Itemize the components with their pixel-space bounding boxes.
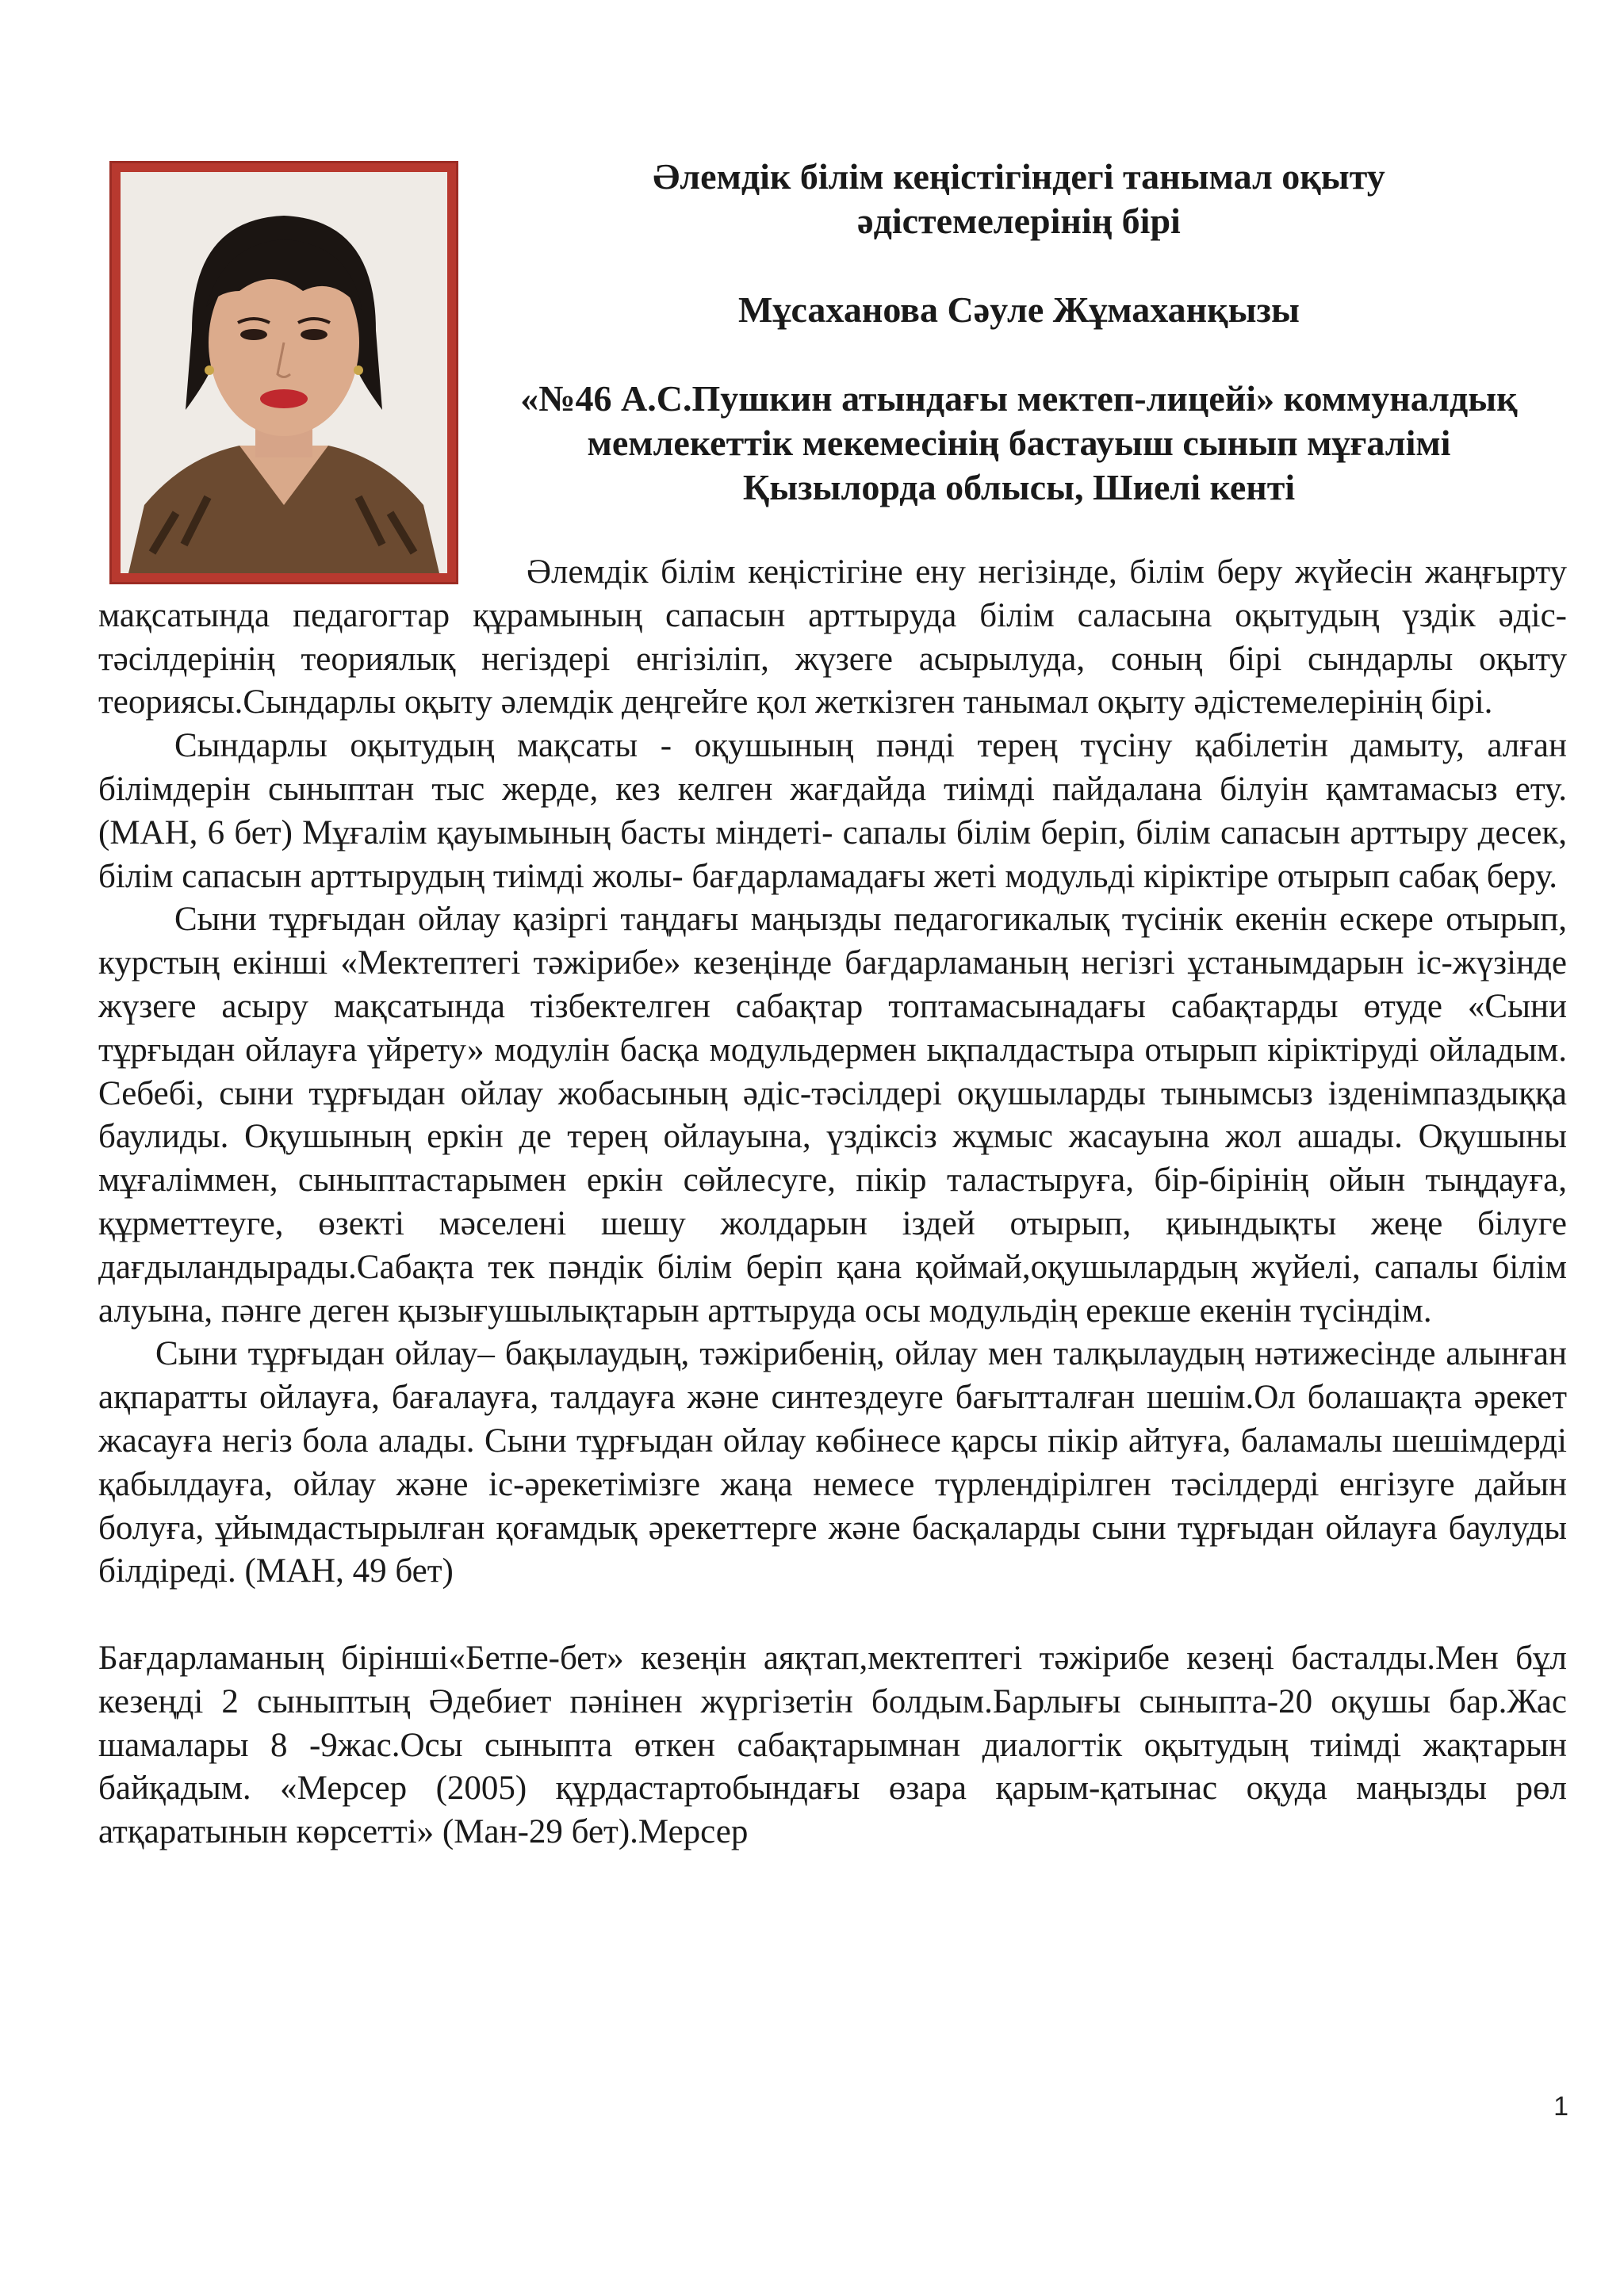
paragraph-4: Сыни тұрғыдан ойлау– бақылаудың, тәжірибенің, ойлау мен талқылаудың нәтижесінде алынған ақпаратты ойлауға, бағалауға, талдауға және синтездеуге бағытталған шешім.Ол болашақта әрекет жасауға негіз бола алады. Сыни тұрғыдан ойлау көбінесе қарсы пікір айтуға, баламалы шешімдерді қабылдауға, ойлау және іс-әрекетімізге жаңа немесе түрлендірілген тәсілдерді енгізуге дайын болуға, ұйымдастырылған қоғамдық әрекеттерге және басқаларды сыни тұрғыдан ойлауға баулуды білдіреді. (МАН, 49 бет) — [98, 1335, 1567, 1590]
article-title-line1: Әлемдік білім кеңістігіндегі танымал оқыту — [653, 156, 1385, 197]
author-portrait — [109, 161, 458, 584]
paragraph-1: Әлемдік білім кеңістігіне ену негізінде, білім беру жүйесін жаңғырту мақсатында педагогтар құрамының сапасын арттыруда білім саласына оқытудың үздік әдіс-тәсілдерінің теориялық негіздері енгізіліп, жүзеге асырылуда, соның бірі сындарлы оқыту теориясы.Сындарлы оқыту әлемдік деңгейге қол жеткізген танымал оқыту әдістемелерінің бірі. — [98, 553, 1567, 721]
article-header — [460, 155, 1578, 510]
article-title-line2: әдістемелерінің бірі — [857, 201, 1181, 241]
paragraph-2: Сындарлы оқытудың мақсаты - оқушының пәнді терең түсіну қабілетін дамыту, алған білімдерін сыныптан тыс жерде, кез келген жағдайда тиімді пайдалана білуін қамтамасыз ету. (МАН, 6 бет) Мұғалім қауымының басты міндеті- сапалы білім беріп, білім сапасын арттыру десек, білім сапасын арттырудың тиімді жолы- бағдарламадағы жеті модульді кіріктіре отырып сабақ беру. — [98, 727, 1567, 895]
article-body — [98, 551, 1567, 1854]
paragraph-5: Бағдарламаның біріншi«Бетпе-бет» кезеңін аяқтап,мектептегі тәжірибе кезеңі басталды.Мен бұл кезеңді 2 сыныптың Әдебиет пәнінен жүргізетін болдым.Барлығы сыныпта-20 оқушы бар.Жас шамалары 8 -9жас.Осы сыныпта өткен сабақтарымнан диалогтік оқытудың тиімді жақтарын байқадым. «Мерсер (2005) құрдастартобындағы өзара қарым-қатынас оқуда маңызды рөл атқаратынын көрсетті» (Ман-29 бет).Мерсер — [98, 1639, 1567, 1851]
affiliation-line1: «№46 А.С.Пушкин атындағы мектеп-лицейі» коммуналдық — [520, 378, 1518, 419]
portrait-image — [121, 172, 447, 573]
paragraph-3: Сыни тұрғыдан ойлау қазіргі таңдағы маңызды педагогикалық түсінік екенін ескере отырып, курстың екінші «Мектептегі тәжірибе» кезеңінде бағдарламаның негізгі ұстанымдарын іс-жүзінде жүзеге асыру мақсатында тізбектелген сабақтар топтамасынадағы сабақтарды өтуде «Сыни тұрғыдан ойлауға үйрету» модулін басқа модульдермен ықпалдастыра отырып кіріктіруді ойладым. Себебі, сыни тұрғыдан ойлау жобасының әдіс-тәсілдері оқушыларды тынымсыз ізденімпаздыққа баулиды. Оқушының еркін де терең ойлауына, үздіксіз жұмыс жасауына жол ашады. Оқушыны мұғаліммен, сыныптастарымен еркін сөйлесуге, пікір таластыруға, бір-бірінің ойын тыңдауға, құрметтеуге, өзекті мәселені шешу жолдарын іздей отырып, қиындықты жеңе білуге дағдыландырады.Сабақта тек пәндік білім беріп қана қоймай,оқушылардың жүйелі, сапалы білім алуына, пәнге деген қызығушылықтарын арттыруда осы модульдің ерекше екенін түсіндім. — [98, 901, 1567, 1330]
affiliation-line2: мемлекеттік мекемесінің бастауыш сынып мұғалімі — [587, 423, 1451, 463]
affiliation-line3: Қызылорда облысы, Шиелі кенті — [742, 467, 1296, 507]
portrait-illustration — [121, 172, 447, 573]
author-name: Мұсаханова Сәуле Жұмаханқызы — [738, 289, 1300, 330]
page-number: 1 — [1553, 2091, 1568, 2122]
